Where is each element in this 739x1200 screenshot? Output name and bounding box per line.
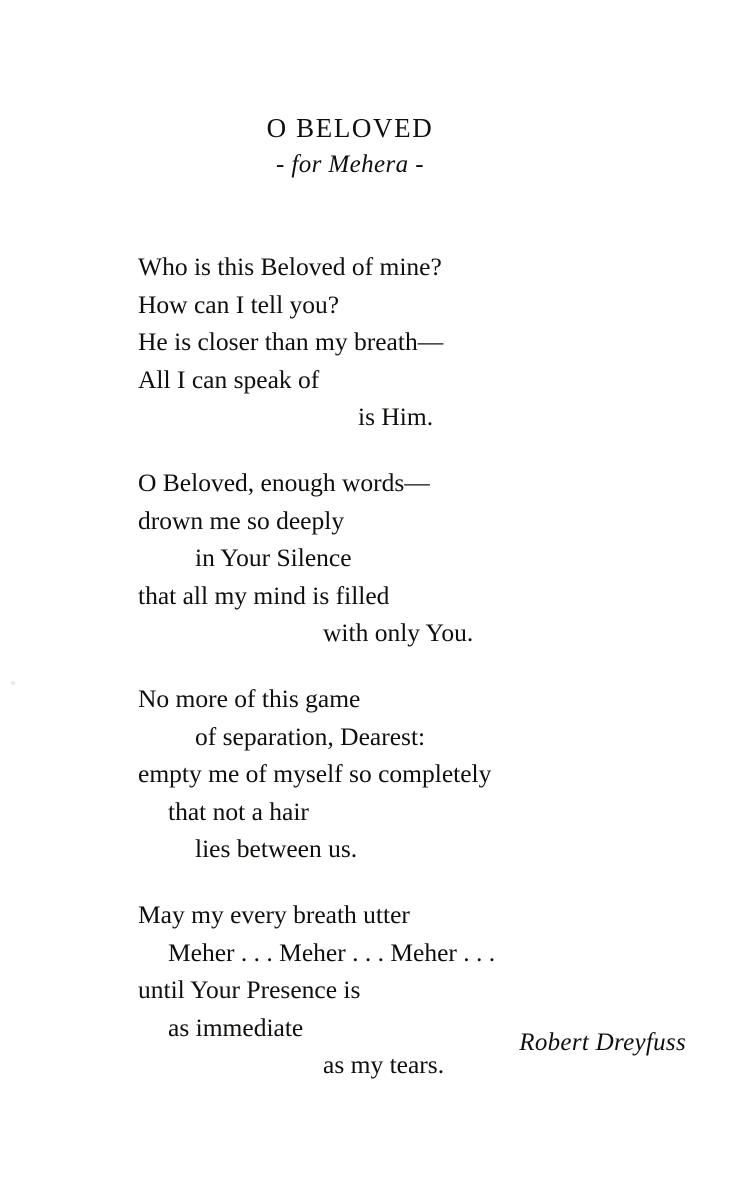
author-attribution: Robert Dreyfuss <box>519 1029 686 1056</box>
scan-artifact-speck <box>11 681 15 685</box>
verse-line: lies between us. <box>195 834 358 864</box>
verse-line: that not a hair <box>168 796 309 826</box>
verse-line: drown me so deeply <box>138 505 345 535</box>
stanza <box>138 680 698 868</box>
verse-line: He is closer than my breath— <box>138 327 444 357</box>
verse-line: until Your Presence is <box>138 975 361 1005</box>
verse-line: May my every breath utter <box>138 899 410 929</box>
stanza <box>138 248 698 436</box>
verse-line: O Beloved, enough words— <box>138 467 430 497</box>
verse-line: as immediate <box>168 1012 304 1042</box>
page-title: O BELOVED <box>266 113 434 143</box>
verse-line: empty me of myself so completely <box>138 759 492 789</box>
verse-line: How can I tell you? <box>138 289 340 319</box>
verse-line: No more of this game <box>138 683 361 713</box>
poem-body <box>138 248 698 1084</box>
poem-dedication: - for Mehera - <box>276 151 424 179</box>
verse-line: in Your Silence <box>195 543 352 573</box>
verse-line: of separation, Dearest: <box>195 721 426 751</box>
verse-line: is Him. <box>358 402 434 432</box>
verse-line: Meher . . . Meher . . . Meher . . . <box>168 937 496 967</box>
stanza <box>138 464 698 652</box>
verse-line: that all my mind is filled <box>138 580 390 610</box>
verse-line: with only You. <box>323 618 474 648</box>
verse-line: as my tears. <box>323 1050 445 1080</box>
title-block <box>0 112 700 179</box>
verse-line: All I can speak of <box>138 364 320 394</box>
verse-line: Who is this Beloved of mine? <box>138 252 442 281</box>
